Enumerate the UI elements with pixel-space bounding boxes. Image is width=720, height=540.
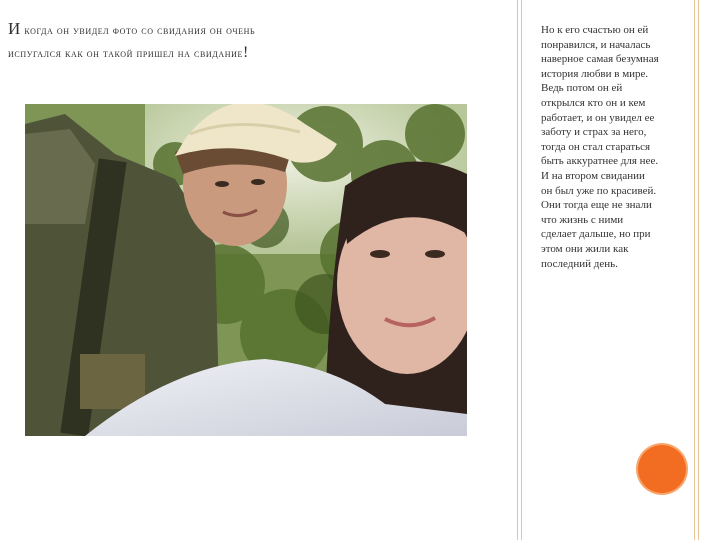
couple-photo <box>25 104 467 436</box>
decorative-circle <box>638 445 686 493</box>
young-man-left-eye <box>215 181 229 187</box>
sidebar-left-line <box>517 0 518 540</box>
couple-photo-illustration <box>25 104 467 436</box>
girl-right-eye <box>425 250 445 258</box>
title-exclamation: ! <box>242 44 249 61</box>
sidebar-right-line-inner <box>694 0 695 540</box>
girl-left-eye <box>370 250 390 258</box>
slide-title <box>8 18 408 65</box>
title-line-1-text: когда он увидел фото со свидания он очень <box>20 25 256 37</box>
jacket-pocket <box>80 354 145 409</box>
title-line-2 <box>8 42 408 65</box>
sidebar-right-line <box>698 0 699 540</box>
title-line-2-text: испугался как он такой пришел на свидание <box>8 48 243 60</box>
title-initial-cap: И <box>8 19 21 38</box>
title-line-1 <box>8 18 408 42</box>
young-man-right-eye <box>251 179 265 185</box>
story-text: Но к его счастью он ей понравился, и началась наверное самая безумная история любви в мире. Ведь потом он ей открылся кто он и кем работает, и он увидел ее заботу и страх за него, тогда он стал стараться быть аккуратнее для нее. И на втором свидании он был уже по красивей. Они тогда еще не знали что жизнь с ними сделает дальше, но при этом они жили как последний день. <box>541 24 659 270</box>
